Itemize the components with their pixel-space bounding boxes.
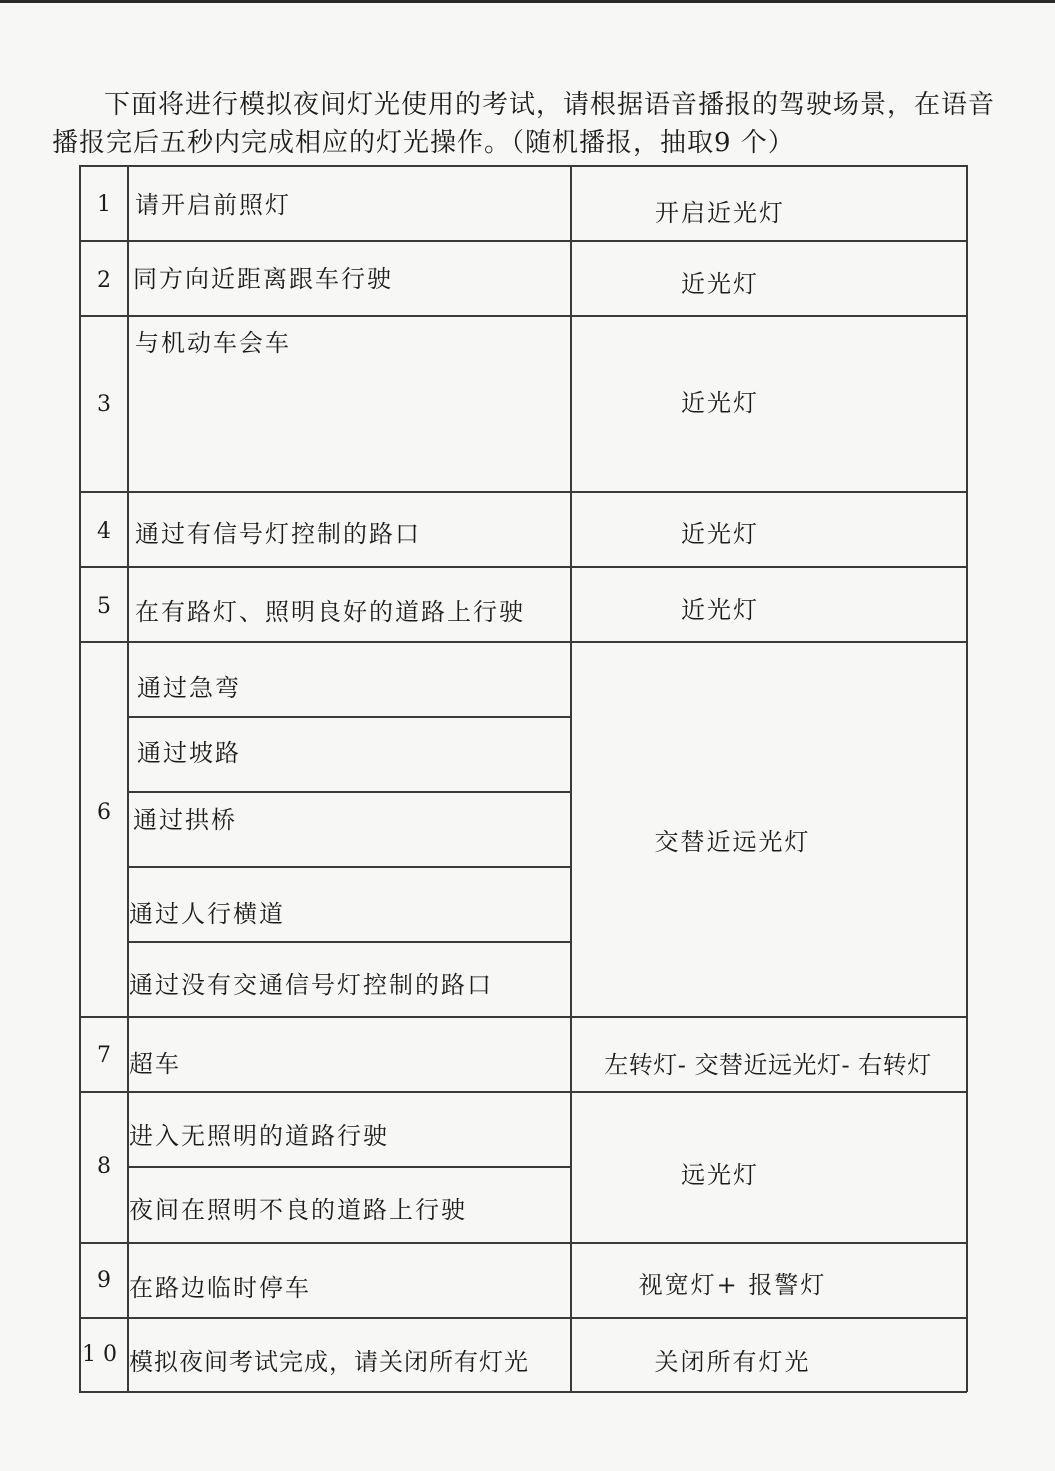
row-separator	[79, 315, 967, 317]
scenario-text: 通过有信号灯控制的路口	[135, 520, 421, 548]
row-number: 1	[97, 192, 111, 217]
subrow-separator	[127, 1166, 571, 1168]
row-number: 5	[97, 594, 111, 619]
row-separator	[79, 1242, 967, 1244]
scenario-text: 通过坡路	[137, 739, 241, 767]
table-border-top	[79, 165, 967, 167]
light-action: 左转灯- 交替近远光灯- 右转灯	[604, 1051, 932, 1079]
scan-top-edge	[0, 0, 1055, 3]
subrow-separator	[127, 866, 571, 868]
scenario-text: 在有路灯、照明良好的道路上行驶	[135, 598, 525, 626]
subrow-separator	[127, 791, 571, 793]
table-border-left	[79, 165, 81, 1392]
table-border-bottom	[79, 1391, 967, 1393]
scenario-text: 模拟夜间考试完成，请关闭所有灯光	[129, 1348, 529, 1376]
scenario-text: 请开启前照灯	[135, 191, 291, 219]
light-action: 关闭所有灯光	[654, 1348, 811, 1376]
table-divider-action	[570, 165, 572, 1392]
row-number: 7	[97, 1043, 111, 1068]
light-action: 交替近远光灯	[654, 828, 811, 856]
subrow-separator	[127, 941, 571, 943]
row-separator	[79, 1016, 967, 1018]
scenario-text: 在路边临时停车	[129, 1274, 311, 1302]
scenario-text: 进入无照明的道路行驶	[129, 1122, 389, 1150]
scenario-text: 夜间在照明不良的道路上行驶	[129, 1196, 467, 1224]
light-action: 近光灯	[681, 270, 759, 298]
instructions-paragraph	[52, 86, 1018, 162]
row-number: 1 0	[82, 1342, 117, 1367]
row-separator	[79, 491, 967, 493]
row-separator	[79, 566, 967, 568]
scenario-text: 超车	[129, 1050, 181, 1078]
row-number: 6	[97, 800, 111, 825]
light-action: 近光灯	[681, 389, 759, 417]
row-separator	[79, 240, 967, 242]
light-action: 远光灯	[681, 1161, 759, 1189]
instructions-line-1: 下面将进行模拟夜间灯光使用的考试，请根据语音播报的驾驶场景，在语音	[104, 90, 996, 120]
row-separator	[79, 641, 967, 643]
row-number: 9	[97, 1268, 111, 1293]
scenario-text: 同方向近距离跟车行驶	[133, 265, 393, 293]
scenario-text: 通过人行横道	[129, 900, 285, 928]
row-number: 2	[97, 268, 111, 293]
scenario-text: 与机动车会车	[135, 329, 291, 357]
subrow-separator	[127, 716, 571, 718]
light-action: 近光灯	[681, 596, 759, 624]
row-number: 3	[97, 392, 111, 417]
row-separator	[79, 1091, 967, 1093]
table-border-right	[966, 165, 968, 1392]
light-action: 近光灯	[681, 520, 759, 548]
scenario-text: 通过拱桥	[133, 806, 237, 834]
scenario-text: 通过急弯	[137, 674, 241, 702]
instructions-line-2: 播报完后五秒内完成相应的灯光操作。（随机播报，抽取9 个）	[52, 128, 795, 158]
light-action: 开启近光灯	[655, 199, 785, 227]
row-separator	[79, 1317, 967, 1319]
row-number: 8	[97, 1154, 111, 1179]
row-number: 4	[97, 519, 111, 544]
scenario-text: 通过没有交通信号灯控制的路口	[129, 971, 493, 999]
light-action: 视宽灯+ 报警灯	[638, 1271, 827, 1299]
